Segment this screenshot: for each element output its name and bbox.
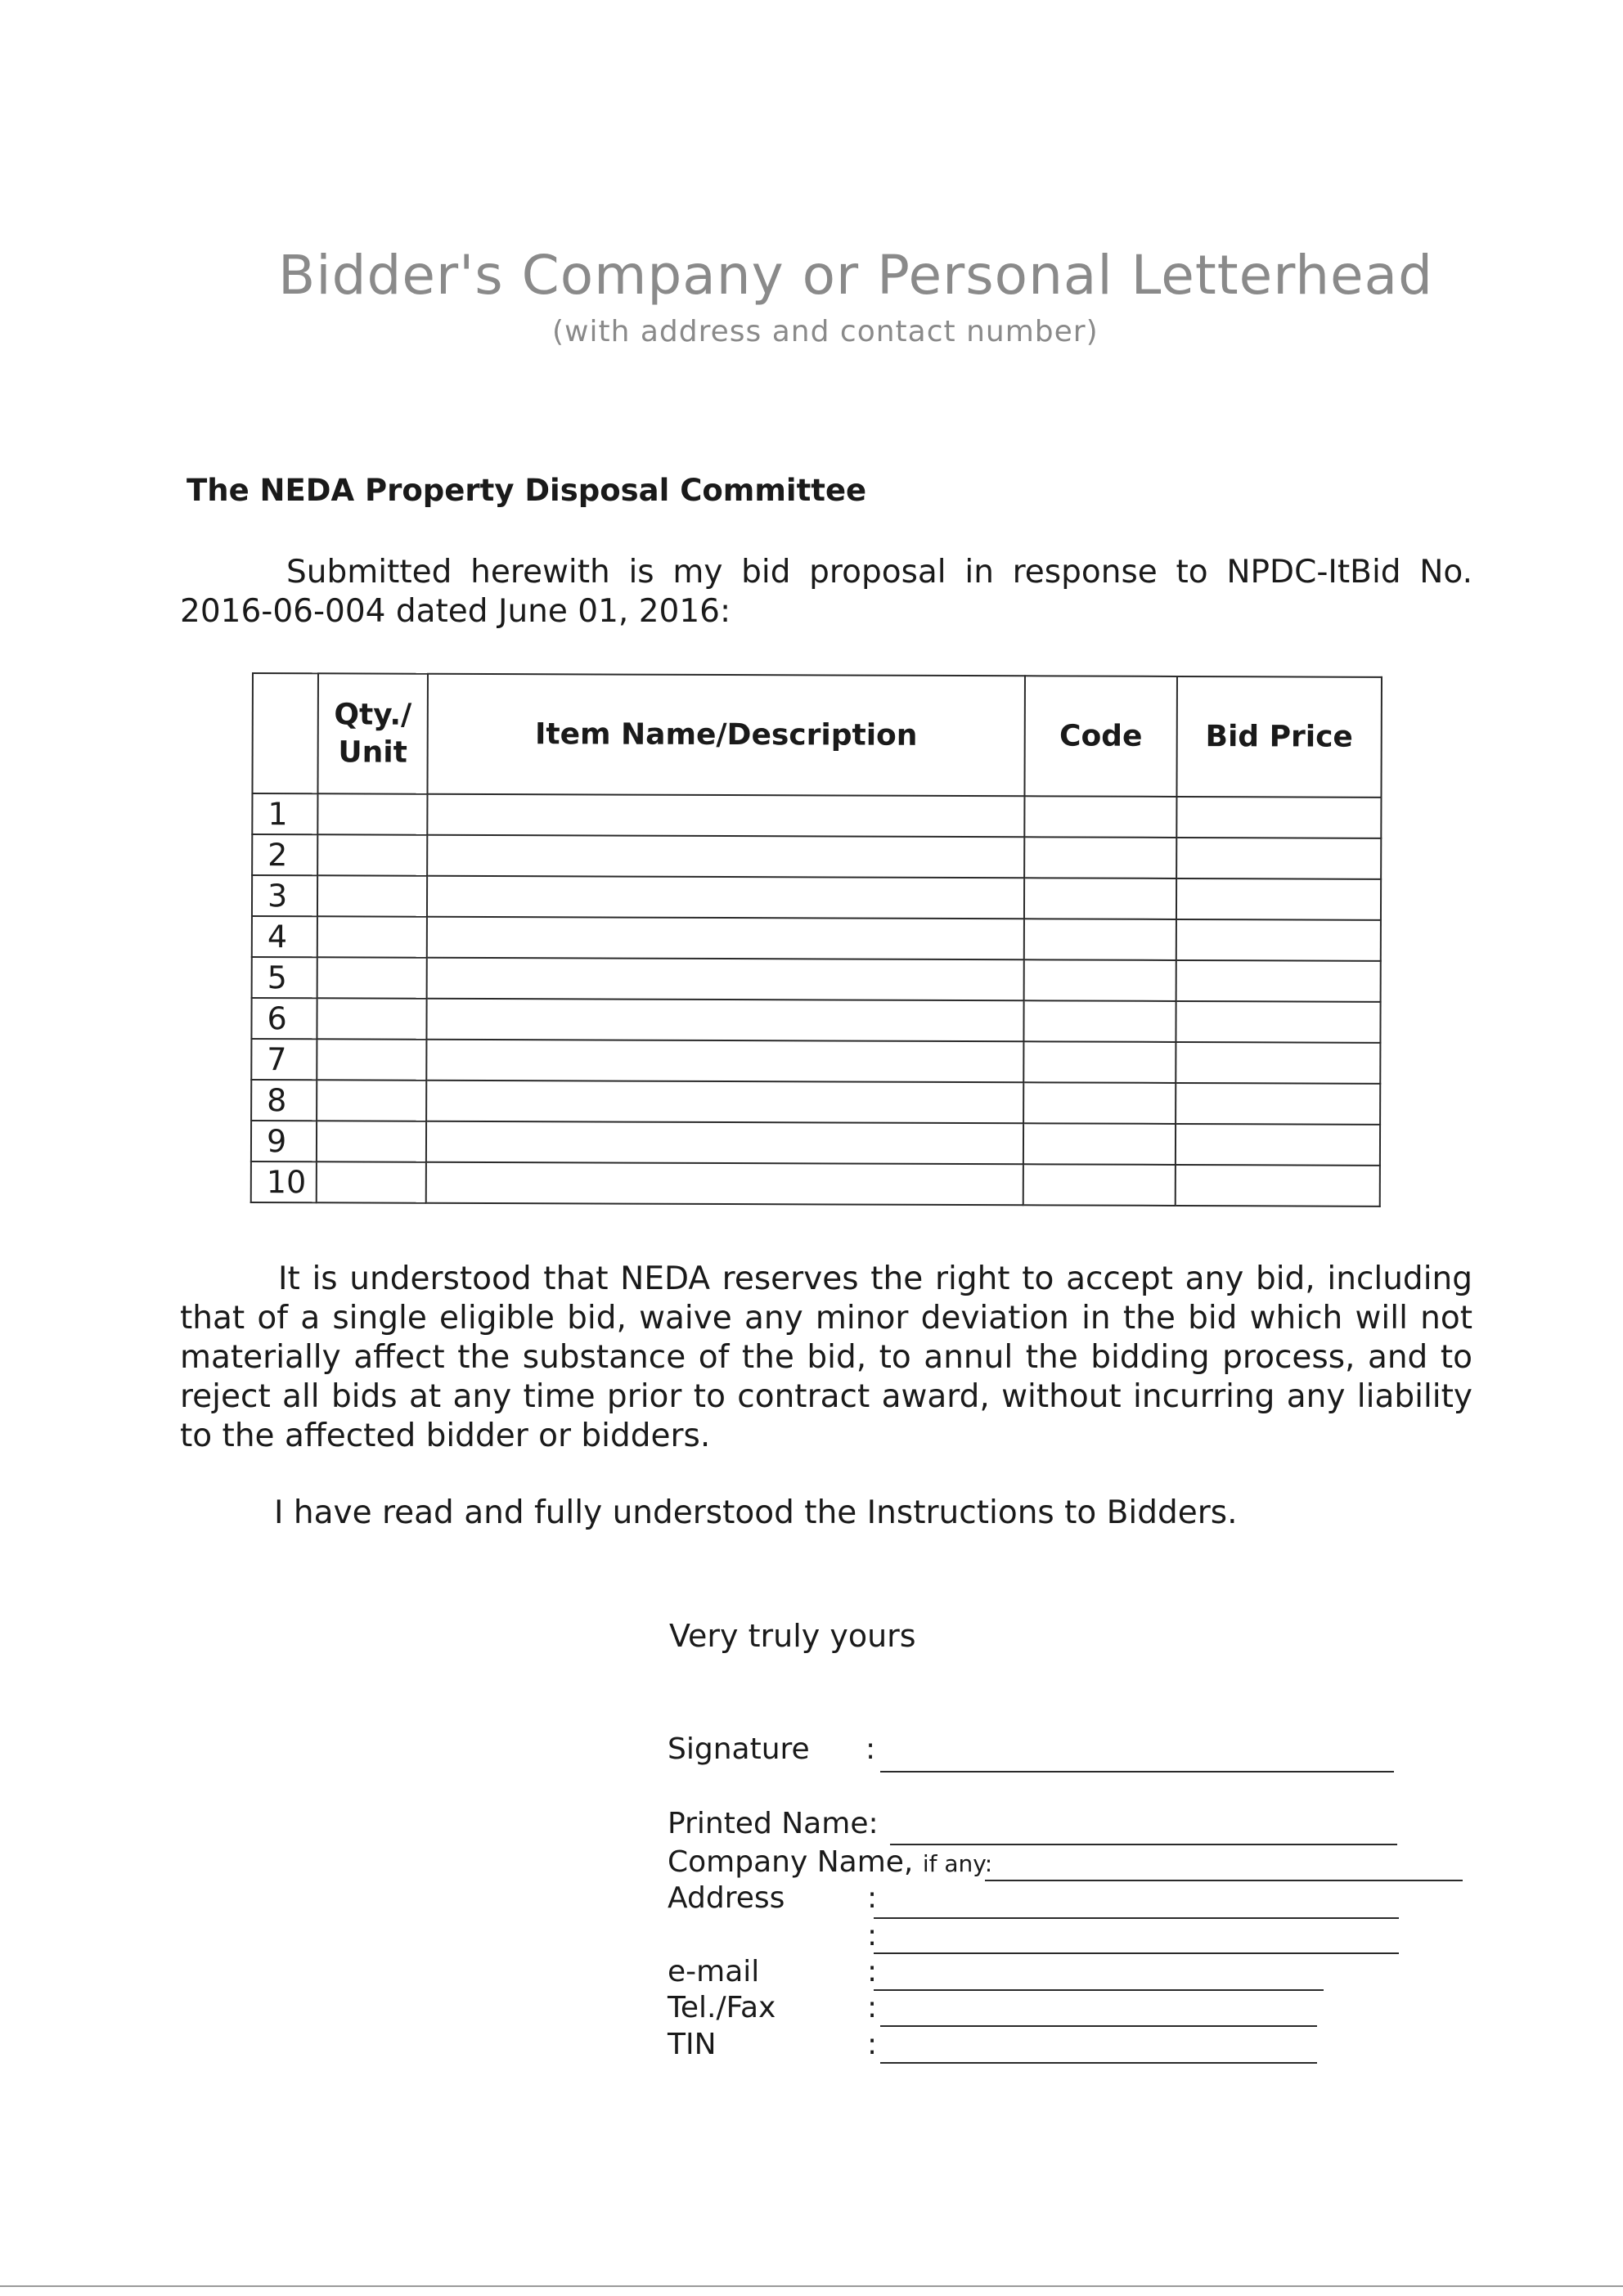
printed-name-label: Printed Name:	[668, 1807, 879, 1840]
tin-label: TIN	[668, 2028, 717, 2061]
row-number: 10	[251, 1161, 317, 1202]
tel-fax-line[interactable]	[880, 2025, 1317, 2027]
header-bid-price: Bid Price	[1176, 676, 1382, 798]
item-cell[interactable]	[427, 917, 1024, 960]
code-cell[interactable]	[1024, 959, 1176, 1001]
bid-table	[250, 672, 1382, 1207]
table-row	[252, 793, 1381, 838]
row-number: 7	[251, 1039, 317, 1080]
row-number: 8	[251, 1080, 317, 1121]
item-cell[interactable]	[427, 958, 1024, 1001]
letterhead-title: Bidder's Company or Personal Letterhead	[278, 244, 1433, 307]
row-number: 1	[252, 793, 317, 834]
company-name-line[interactable]	[985, 1880, 1463, 1881]
item-cell[interactable]	[427, 835, 1024, 878]
row-number: 9	[251, 1121, 317, 1161]
code-cell[interactable]	[1023, 1164, 1176, 1206]
table-row	[252, 957, 1381, 1002]
table-row	[251, 1039, 1380, 1084]
price-cell[interactable]	[1176, 1001, 1380, 1043]
intro-paragraph: Submitted herewith is my bid proposal in response to NPDC-ItBid No. 2016-06-004 dated June 01, 2016:	[180, 554, 1472, 630]
header-qty-unit: Qty./ Unit	[317, 673, 428, 793]
company-if-any-label: if any:	[922, 1850, 993, 1877]
qty-cell[interactable]	[317, 875, 427, 916]
code-cell[interactable]	[1024, 878, 1176, 919]
item-cell[interactable]	[426, 999, 1023, 1042]
instructions-statement: I have read and fully understood the Instructions to Bidders.	[274, 1494, 1238, 1531]
row-number: 4	[252, 916, 317, 957]
header-item-description: Item Name/Description	[427, 674, 1025, 797]
row-number: 2	[252, 834, 317, 875]
qty-cell[interactable]	[317, 834, 427, 875]
code-cell[interactable]	[1024, 919, 1176, 960]
address-line-1[interactable]	[874, 1917, 1399, 1919]
price-cell[interactable]	[1176, 919, 1381, 961]
price-cell[interactable]	[1176, 838, 1381, 879]
email-colon: :	[867, 1955, 878, 1988]
page-bottom-edge	[0, 2285, 1623, 2287]
item-cell[interactable]	[426, 1121, 1023, 1165]
tin-colon: :	[867, 2028, 878, 2061]
item-cell[interactable]	[426, 1040, 1023, 1083]
table-header-row	[252, 673, 1382, 798]
tel-fax-colon: :	[867, 1991, 878, 2024]
email-line[interactable]	[874, 1989, 1324, 1991]
qty-cell[interactable]	[317, 916, 427, 957]
qty-cell[interactable]	[317, 1121, 426, 1161]
table-row	[252, 916, 1381, 961]
price-cell[interactable]	[1176, 1124, 1380, 1166]
signature-label: Signature	[668, 1732, 810, 1766]
code-cell[interactable]	[1023, 1082, 1176, 1124]
addressee: The NEDA Property Disposal Committee	[187, 473, 867, 508]
signature-colon: :	[865, 1732, 876, 1766]
closing-salutation: Very truly yours	[669, 1618, 916, 1654]
code-cell[interactable]	[1023, 1123, 1176, 1165]
table-row	[252, 875, 1381, 920]
signature-row	[668, 1732, 876, 1766]
price-cell[interactable]	[1176, 878, 1381, 920]
address-line-2[interactable]	[874, 1952, 1399, 1954]
understanding-paragraph: It is understood that NEDA reserves the right to accept any bid, including that of a single eligible bid, waive any minor deviation in the bid which will not materially affect the substance of the bid, to annul the bidding process, and to reject all bids at any time prior to contract award, without incurring any liability to the affected bidder or bidders.	[180, 1260, 1472, 1454]
code-cell[interactable]	[1023, 1000, 1176, 1042]
item-cell[interactable]	[427, 876, 1024, 919]
qty-cell[interactable]	[317, 793, 427, 834]
qty-cell[interactable]	[317, 1161, 426, 1202]
company-name-row	[668, 1845, 992, 1879]
item-cell[interactable]	[426, 1162, 1023, 1206]
printed-name-row	[668, 1807, 879, 1840]
address-colon: :	[867, 1881, 878, 1915]
qty-cell[interactable]	[317, 1080, 426, 1121]
address-colon-2: :	[867, 1919, 878, 1952]
code-cell[interactable]	[1023, 1041, 1176, 1083]
letterhead-subtitle: (with address and contact number)	[552, 315, 1099, 348]
company-name-label: Company Name,	[668, 1845, 914, 1879]
row-number: 6	[251, 998, 317, 1039]
table-row	[251, 1121, 1380, 1166]
item-cell[interactable]	[426, 1081, 1023, 1124]
email-row	[668, 1955, 878, 1988]
row-number: 5	[252, 957, 317, 998]
table-row	[251, 1080, 1380, 1125]
signature-line[interactable]	[880, 1771, 1394, 1773]
tel-fax-label: Tel./Fax	[668, 1991, 776, 2024]
tin-row	[668, 2028, 878, 2061]
table-row	[251, 998, 1380, 1043]
header-code: Code	[1024, 676, 1177, 797]
code-cell[interactable]	[1024, 837, 1176, 878]
address-row	[668, 1881, 878, 1915]
row-number: 3	[252, 875, 317, 916]
table-row	[252, 834, 1381, 879]
email-label: e-mail	[668, 1955, 760, 1988]
price-cell[interactable]	[1176, 1083, 1380, 1125]
code-cell[interactable]	[1024, 796, 1176, 838]
qty-cell[interactable]	[317, 957, 427, 998]
item-cell[interactable]	[427, 794, 1024, 838]
qty-cell[interactable]	[317, 1039, 426, 1080]
price-cell[interactable]	[1176, 1042, 1380, 1084]
table-row	[251, 1161, 1380, 1206]
header-number	[252, 673, 318, 793]
tel-fax-row	[668, 1991, 878, 2024]
price-cell[interactable]	[1176, 797, 1381, 838]
qty-cell[interactable]	[317, 998, 426, 1039]
price-cell[interactable]	[1176, 1165, 1380, 1206]
address-label: Address	[668, 1881, 785, 1915]
tin-line[interactable]	[880, 2062, 1317, 2064]
price-cell[interactable]	[1176, 960, 1381, 1002]
